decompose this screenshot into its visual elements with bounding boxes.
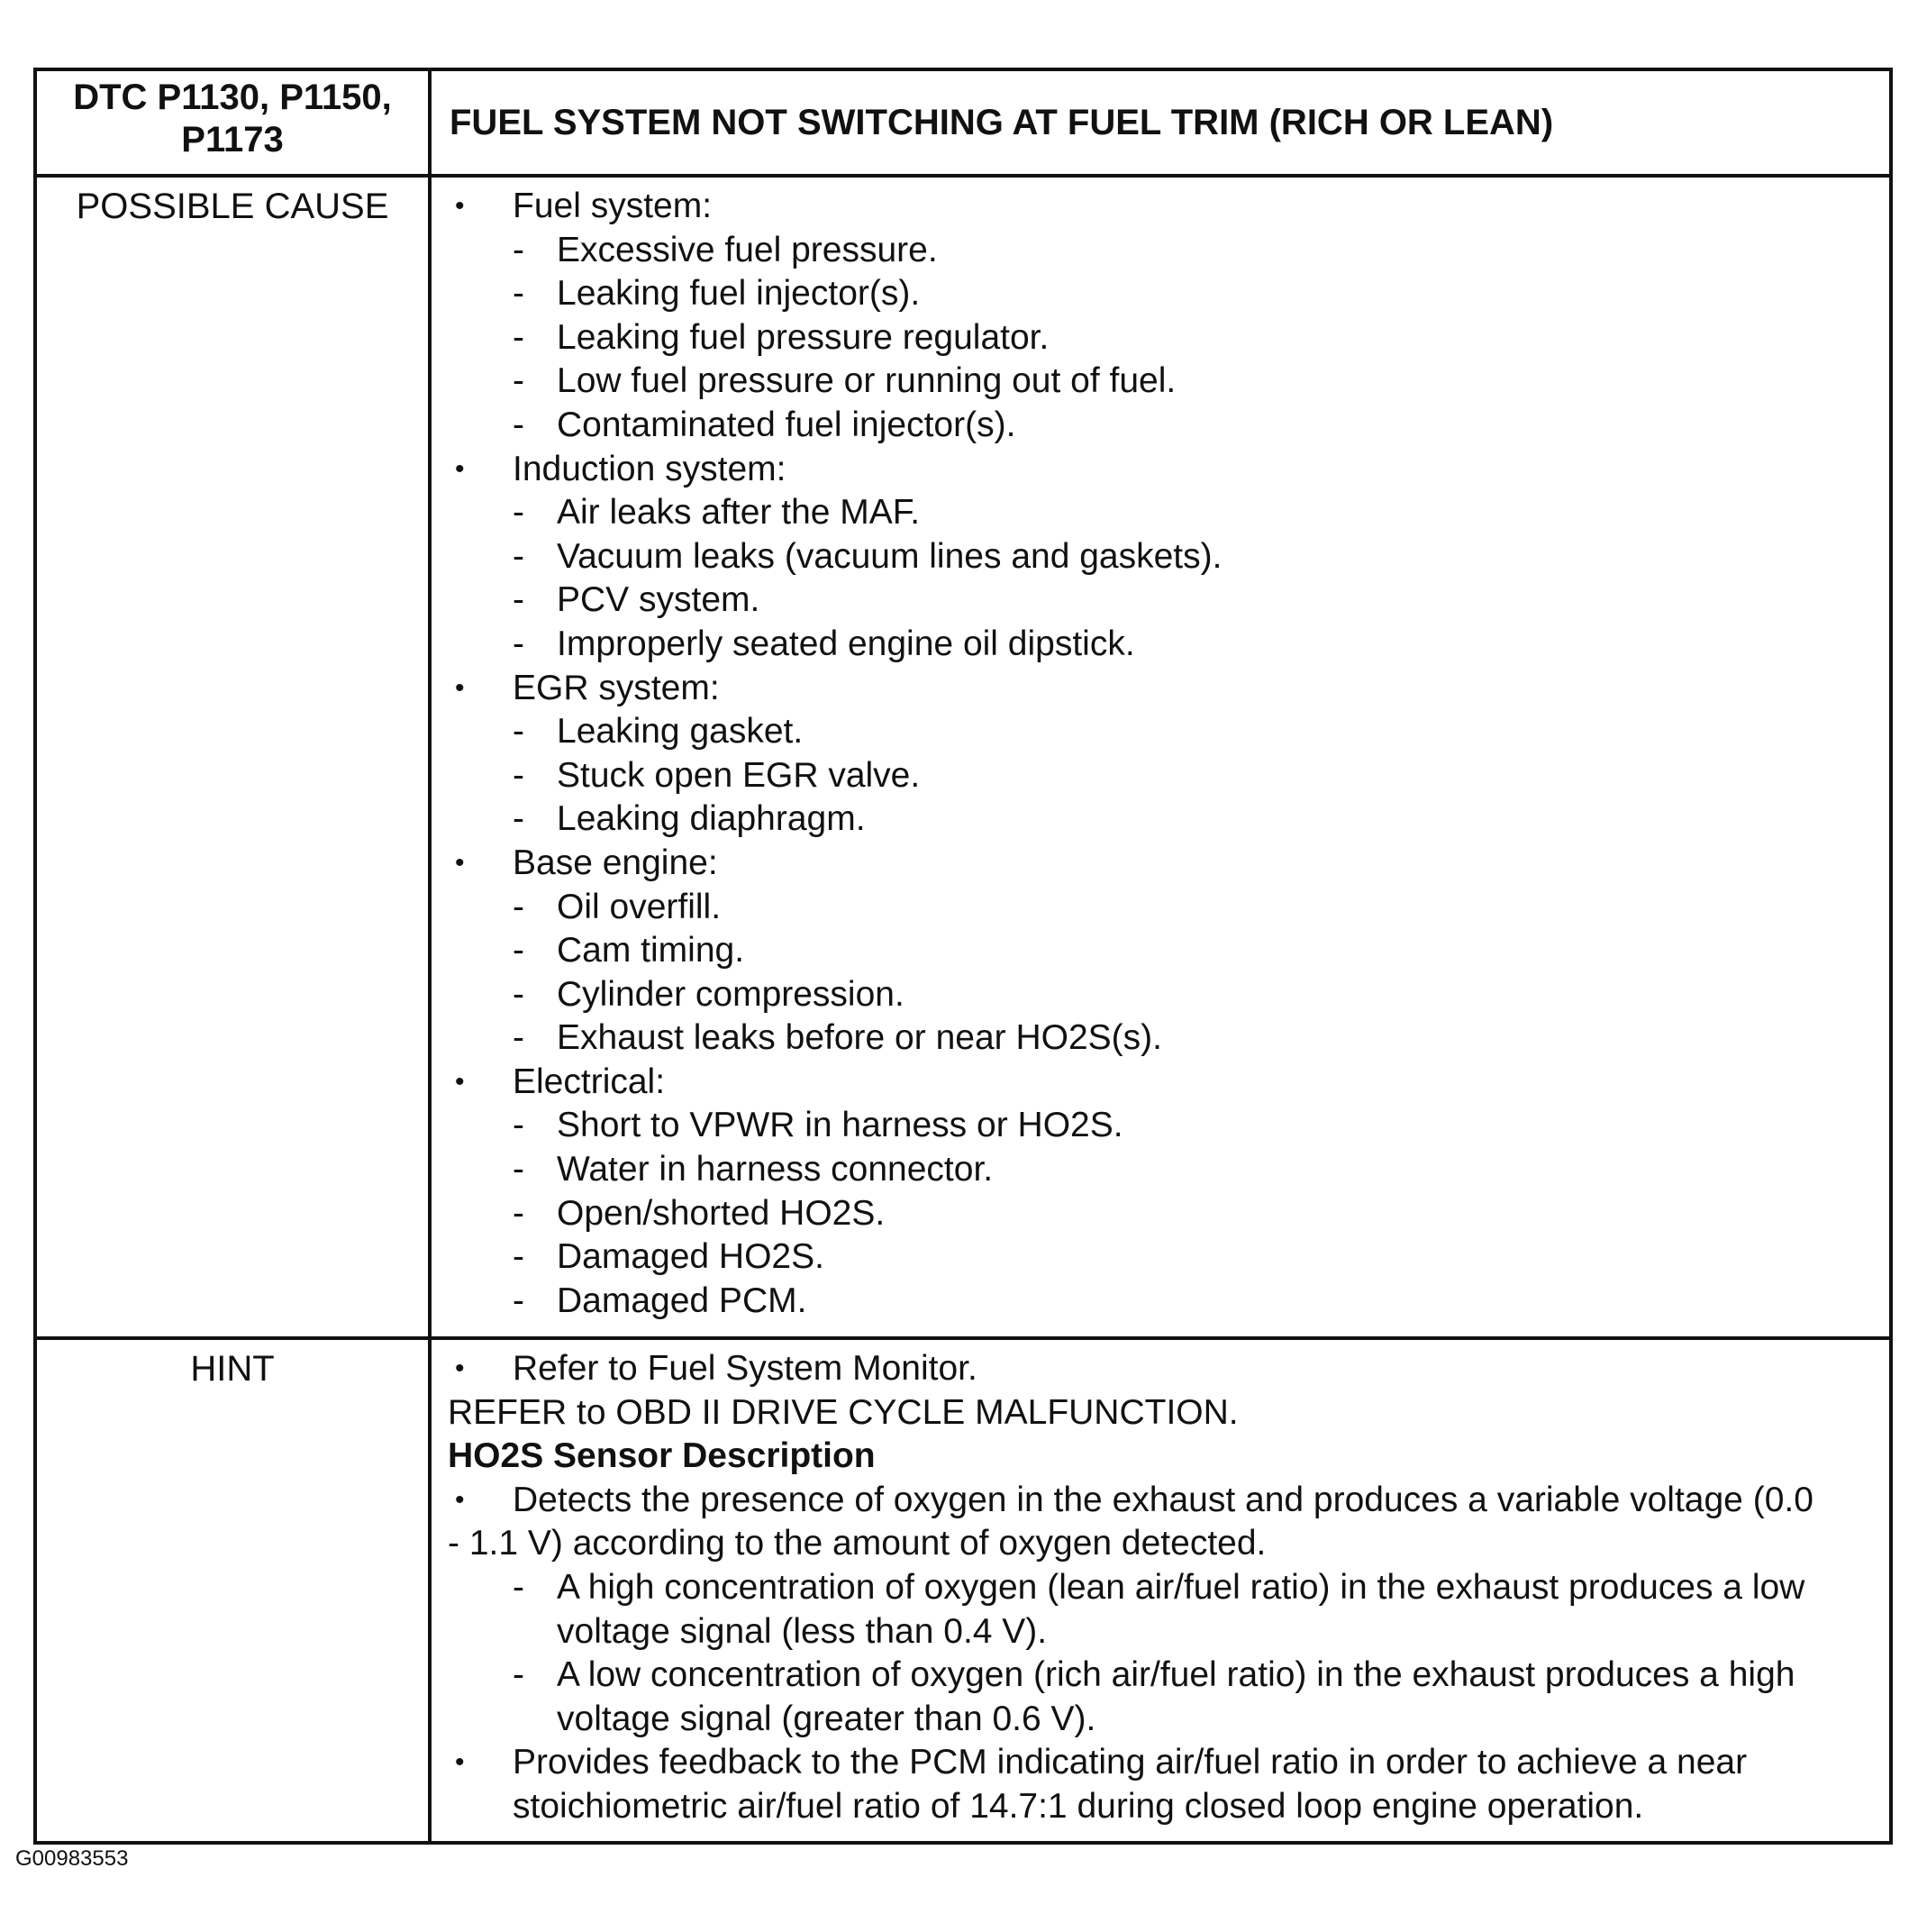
cause-item-text: Leaking gasket. [557, 712, 804, 752]
bullet-icon: • [455, 191, 465, 221]
hint-sub-text: A high concentration of oxygen (lean air/fuel ratio) in the exhaust produces a low voltage signal (less than 0.4 V). [557, 1567, 1805, 1651]
hint-refer-line: REFER to OBD II DRIVE CYCLE MALFUNCTION. [448, 1392, 1239, 1432]
cause-item [448, 1192, 1873, 1236]
cause-item [448, 1016, 1873, 1061]
cause-item [448, 535, 1873, 579]
cause-group-heading [448, 1061, 1873, 1105]
cause-item-text: Damaged HO2S. [557, 1237, 824, 1277]
hint-bullet-monitor [448, 1347, 1873, 1391]
cause-item [448, 404, 1873, 448]
cause-item [448, 1148, 1873, 1192]
cause-item [448, 886, 1873, 930]
dash-icon: - [513, 1150, 524, 1189]
dash-icon: - [513, 974, 524, 1014]
cause-item-text: Oil overfill. [557, 887, 722, 926]
cause-item [448, 1235, 1873, 1280]
bullet-icon: • [455, 1747, 465, 1778]
cause-item [448, 360, 1873, 404]
cause-group-heading [448, 448, 1873, 492]
cause-group-label: EGR system: [513, 668, 720, 707]
dash-icon: - [513, 493, 524, 533]
dash-icon: - [513, 1237, 524, 1277]
header-row [35, 69, 1891, 176]
cause-item [448, 491, 1873, 535]
cause-group-heading [448, 667, 1873, 711]
cause-item-text: PCV system. [557, 580, 760, 620]
sensor-heading: HO2S Sensor Description [448, 1436, 876, 1476]
hint-sub-item-lean [448, 1566, 1873, 1654]
cause-group-label: Electrical: [513, 1062, 666, 1101]
bullet-icon: • [455, 847, 465, 878]
cause-item-text: Short to VPWR in harness or HO2S. [557, 1106, 1123, 1145]
cause-item [448, 229, 1873, 273]
hint-feedback-text: Provides feedback to the PCM indicating air/fuel ratio in order to achieve a near stoichiometric air/fuel ratio of 14.7:1 during closed loop engine operation. [513, 1743, 1748, 1826]
hint-label: HINT [190, 1349, 275, 1389]
detect-line-2: - 1.1 V) according to the amount of oxygen detected. [448, 1524, 1267, 1563]
title-cell [430, 69, 1891, 176]
hint-label-cell [35, 1338, 430, 1843]
dtc-table [33, 68, 1893, 1845]
dash-icon: - [513, 624, 524, 663]
dtc-codes-cell [35, 69, 430, 176]
dash-icon: - [513, 1106, 524, 1145]
dash-icon: - [513, 274, 524, 314]
cause-group-heading [448, 842, 1873, 886]
cause-item [448, 710, 1873, 754]
cause-item [448, 316, 1873, 360]
dash-icon: - [513, 1655, 524, 1695]
cause-item-text: Leaking diaphragm. [557, 799, 866, 839]
dash-icon: - [513, 755, 524, 795]
hint-sub-text: A low concentration of oxygen (rich air/fuel ratio) in the exhaust produces a high voltage signal (greater than 0.6 V). [557, 1655, 1795, 1738]
bullet-icon: • [455, 672, 465, 703]
cause-item-text: Exhaust leaks before or near HO2S(s). [557, 1018, 1162, 1058]
cause-item [448, 579, 1873, 623]
cause-item-text: Air leaks after the MAF. [557, 493, 921, 533]
dash-icon: - [513, 799, 524, 839]
bullet-icon: • [455, 1353, 465, 1383]
cause-item [448, 1280, 1873, 1324]
cause-item-text: Improperly seated engine oil dipstick. [557, 624, 1135, 663]
cause-item-text: Low fuel pressure or running out of fuel. [557, 361, 1177, 401]
cause-item [448, 797, 1873, 842]
hint-sub-item-rich [448, 1654, 1873, 1741]
dash-icon: - [513, 1018, 524, 1058]
dash-icon: - [513, 1280, 524, 1320]
dtc-codes: DTC P1130, P1150, P1173 [73, 77, 392, 159]
hint-bullet-feedback [448, 1741, 1873, 1828]
cause-item-text: Contaminated fuel injector(s). [557, 405, 1016, 444]
dash-icon: - [513, 317, 524, 357]
cause-group-label: Induction system: [513, 449, 786, 488]
cause-group-heading [448, 185, 1873, 229]
cause-item [448, 754, 1873, 798]
dash-icon: - [513, 887, 524, 926]
figure-id: G00983553 [15, 1846, 129, 1871]
possible-cause-label-cell [35, 176, 430, 1338]
possible-cause-list [430, 176, 1891, 1338]
cause-item-text: Vacuum leaks (vacuum lines and gaskets). [557, 536, 1223, 576]
detect-line-1: Detects the presence of oxygen in the exhaust and produces a variable voltage (0.0 [513, 1480, 1813, 1519]
cause-item [448, 929, 1873, 973]
cause-item-text: Leaking fuel injector(s). [557, 274, 921, 314]
cause-item-text: Leaking fuel pressure regulator. [557, 317, 1050, 357]
cause-item-text: Cam timing. [557, 931, 745, 971]
hint-content [430, 1338, 1891, 1843]
hint-bullet-detect [448, 1479, 1873, 1566]
dash-icon: - [513, 712, 524, 752]
cause-item [448, 623, 1873, 667]
cause-item-text: Excessive fuel pressure. [557, 230, 938, 269]
dash-icon: - [513, 230, 524, 269]
fault-title: FUEL SYSTEM NOT SWITCHING AT FUEL TRIM (RICH OR LEAN) [450, 102, 1554, 142]
cause-item-text: Stuck open EGR valve. [557, 755, 921, 795]
hint-row [35, 1338, 1891, 1843]
cause-group-label: Base engine: [513, 843, 718, 882]
cause-item [448, 272, 1873, 316]
cause-item [448, 973, 1873, 1017]
possible-cause-row [35, 176, 1891, 1338]
dash-icon: - [513, 536, 524, 576]
cause-item-text: Water in harness connector. [557, 1150, 994, 1189]
cause-item-text: Open/shorted HO2S. [557, 1193, 886, 1233]
bullet-icon: • [455, 1066, 465, 1097]
dash-icon: - [513, 931, 524, 971]
bullet-icon: • [455, 453, 465, 484]
bullet-icon: • [455, 1484, 465, 1515]
cause-item-text: Cylinder compression. [557, 974, 904, 1014]
cause-group-label: Fuel system: [513, 187, 713, 225]
cause-item [448, 1104, 1873, 1148]
dash-icon: - [513, 1193, 524, 1233]
dash-icon: - [513, 580, 524, 620]
hint-monitor-text: Refer to Fuel System Monitor. [513, 1349, 977, 1388]
dash-icon: - [513, 1567, 524, 1607]
cause-item-text: Damaged PCM. [557, 1280, 807, 1320]
dash-icon: - [513, 405, 524, 444]
possible-cause-label: POSSIBLE CAUSE [76, 187, 389, 226]
dash-icon: - [513, 361, 524, 401]
